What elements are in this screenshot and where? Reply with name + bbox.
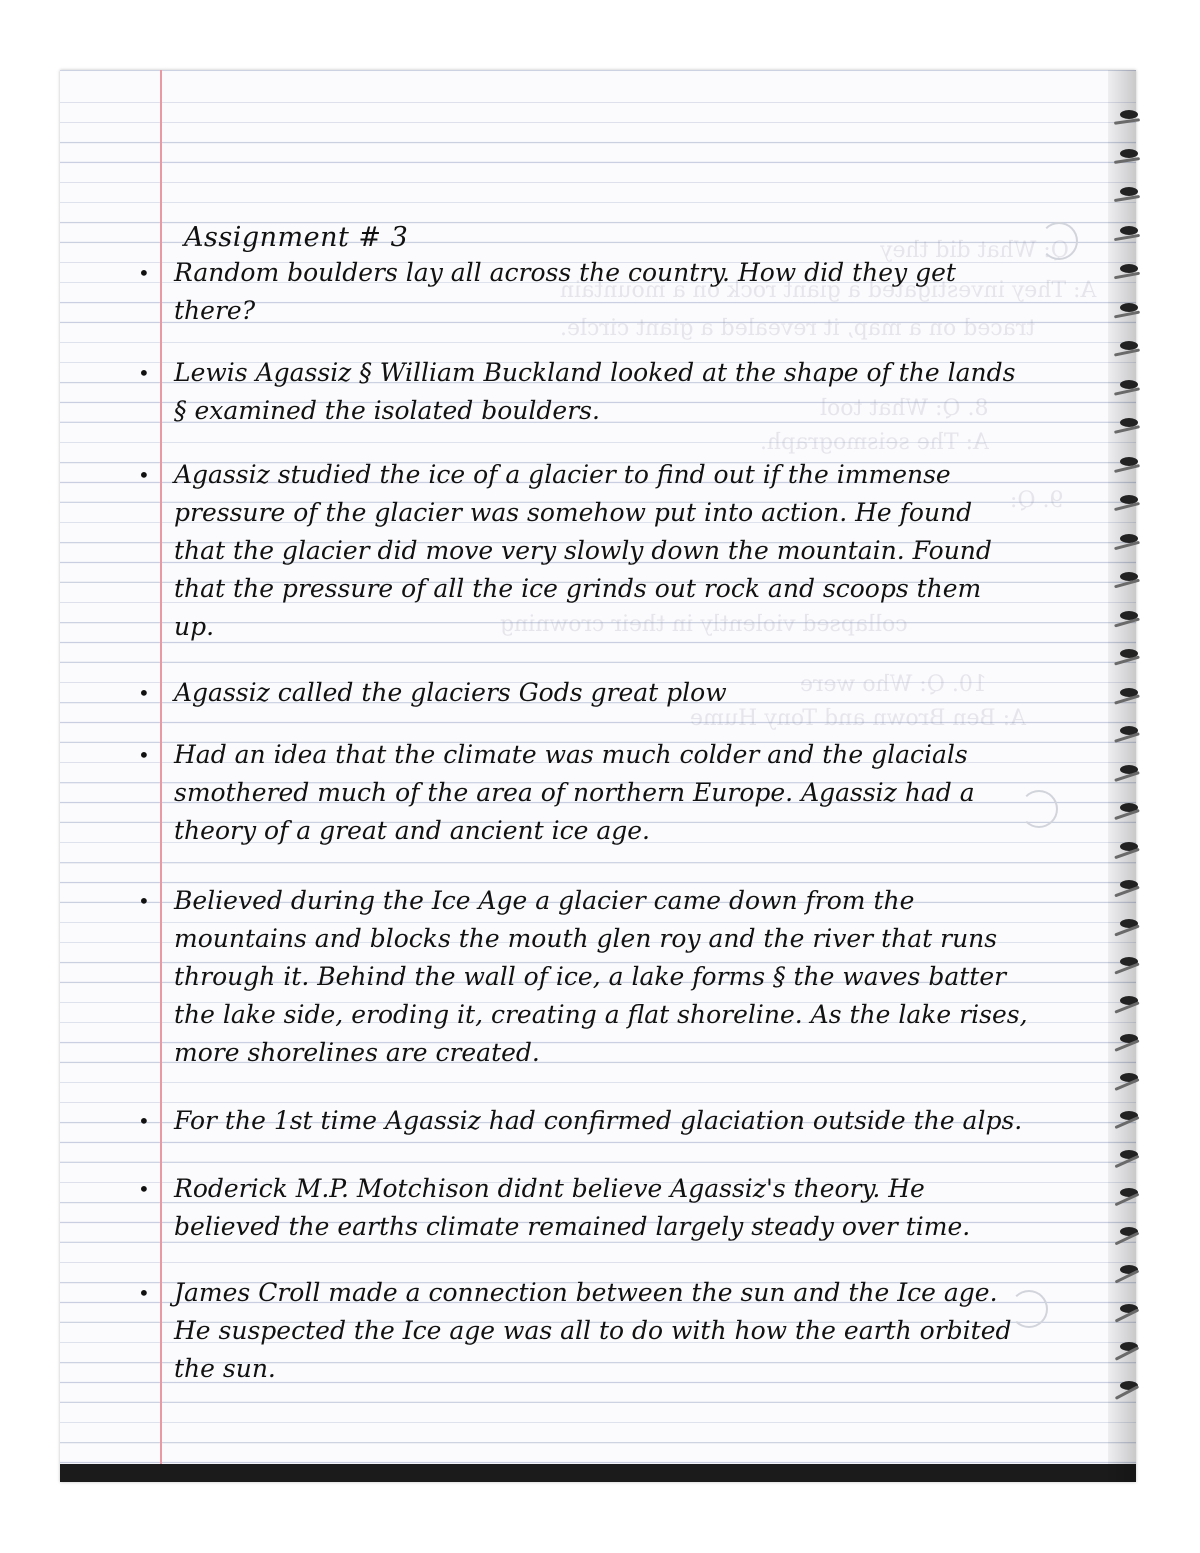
spiral-ring bbox=[1120, 303, 1138, 312]
note-item: • James Croll made a connection between the sun and the Ice age. He suspected the Ice age was all to do with how the earth orbited the sun. bbox=[168, 1274, 1028, 1388]
notes-content bbox=[168, 222, 1028, 1388]
assignment-title: Assignment # 3 bbox=[184, 222, 409, 253]
page-bottom-edge bbox=[60, 1464, 1136, 1482]
spiral-binding bbox=[1108, 70, 1148, 1490]
spiral-ring bbox=[1120, 226, 1138, 235]
spiral-ring bbox=[1120, 149, 1138, 158]
spiral-wire bbox=[1114, 272, 1140, 280]
note-item: • Had an idea that the climate was much colder and the glacials smothered much of the area of northern Europe. Agassiz had a theory of a great and ancient ice age. bbox=[168, 736, 1028, 850]
note-item: • Lewis Agassiz § William Buckland looked at the shape of the lands § examined the isolated boulders. bbox=[168, 354, 1028, 430]
note-item: • Agassiz studied the ice of a glacier to find out if the immense pressure of the glacier was somehow put into action. He found that the glacier did move very slowly down the mountain. Found that the pressure of all the ice grinds out rock and scoops them up. bbox=[168, 456, 1028, 646]
spiral-ring bbox=[1120, 110, 1138, 119]
note-item: • Agassiz called the glaciers Gods great plow bbox=[168, 674, 1028, 712]
punch-hole bbox=[1040, 222, 1078, 260]
spiral-wire bbox=[1114, 118, 1140, 125]
margin-line bbox=[160, 70, 162, 1482]
note-item: • For the 1st time Agassiz had confirmed glaciation outside the alps. bbox=[168, 1102, 1028, 1140]
note-item: • Random boulders lay all across the country. How did they get there? bbox=[168, 254, 1028, 330]
spiral-wire bbox=[1114, 157, 1140, 164]
spiral-wire bbox=[1114, 195, 1140, 202]
note-item: • Believed during the Ice Age a glacier came down from the mountains and blocks the mouth glen roy and the river that runs through it. Behind the wall of ice, a lake forms § the waves batter the lake side, eroding it, creating a flat shoreline. As the lake rises, more shorelines are created. bbox=[168, 882, 1028, 1072]
note-item: • Roderick M.P. Motchison didnt believe Agassiz's theory. He believed the earths climate remained largely steady over time. bbox=[168, 1170, 1028, 1246]
